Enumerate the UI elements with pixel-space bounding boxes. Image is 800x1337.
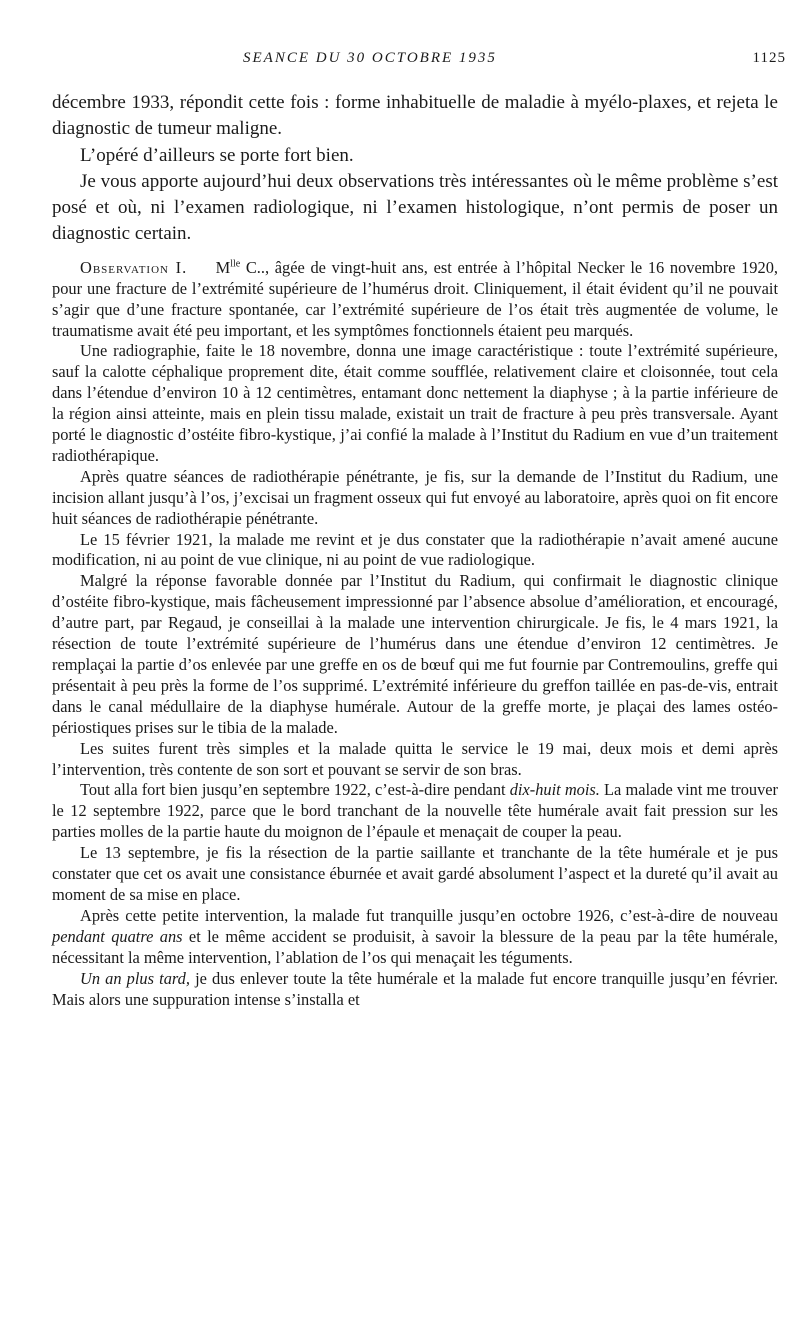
- observation-text: C.., âgée de vingt-huit ans, est entrée à l’hôpital Necker le 16 novembre 1920, pour une fracture de l’extrémité supérieure de l’humérus droit. Cliniquement, il était évident qu’il ne pouvait s’agir que d’une fracture spontanée, car l’extrémité supérieure de l’os était très augmentée de volume, le traumatisme avait été peu important, et les symptômes fonctionnels étaient peu marqués.: [52, 257, 778, 340]
- patient-title: M: [215, 257, 231, 277]
- paragraph-september-1922: [52, 780, 778, 843]
- running-title: SEANCE DU 30 OCTOBRE 1935: [243, 50, 497, 66]
- text-segment: et le même accident se produisit, à savoir la blessure de la peau par la tête humérale, nécessitant la même intervention, l’ablation de l’os qui menaçait les téguments.: [52, 926, 778, 967]
- paragraph-return: Le 15 février 1921, la malade me revint et je dus constater que la radiothérapie n’avait amené aucune modification, ni au point de vue clinique, ni au point de vue radiologique.: [52, 529, 778, 570]
- body-text: [52, 90, 778, 1010]
- page-number: 1125: [752, 50, 786, 66]
- observation-label: Observation I.: [80, 257, 188, 277]
- running-header: [0, 50, 800, 72]
- text-segment: je dus enlever toute la tête humérale et la malade fut encore tranquille jusqu’en février. Mais alors une suppuration intense s’installa et: [52, 968, 779, 1009]
- paragraph-october-1926: [52, 906, 778, 969]
- emphasis-segment: dix-huit mois.: [509, 780, 600, 800]
- paragraph-recovery: Les suites furent très simples et la malade quitta le service le 19 mai, deux mois et demi après l’intervention, très contente de son sort et pouvant se servir de son bras.: [52, 738, 778, 779]
- patient-title-superscript: lle: [230, 258, 241, 270]
- paragraph-surgery: Malgré la réponse favorable donnée par l’Institut du Radium, qui confirmait le diagnostic clinique d’ostéite fibro-kystique, mais fâcheusement impressionné par l’absence absolue d’amélioration, et encouragé, d’autre part, par Regaud, je conseillai à la malade une intervention chirurgicale. Je fis, le 4 mars 1921, la résection de toute l’extrémité supérieure de l’humérus dans une étendue d’environ 12 centimètres. Je remplaçai la partie d’os enlevée par une greffe en os de bœuf qui me fut fournie par Contremoulins, greffe qui présentait à peu près la forme de l’os supprimé. L’extrémité inférieure du greffon taillée en pas-de-vis, entrait dans le canal médullaire de la diaphyse humérale. Autour de la greffe morte, je plaçai des lames ostéo-périostiques prises sur le tibia de la malade.: [52, 571, 778, 737]
- paragraph-patient-status: L’opéré d’ailleurs se porte fort bien.: [80, 144, 354, 166]
- paragraph-resection: Le 13 septembre, je fis la résection de la partie saillante et tranchante de la tête humérale et je pus constater que cet os avait une consistance éburnée et avait gardé absolument l’aspect et la dureté qu’il avait au moment de sa mise en place.: [52, 843, 778, 904]
- text-segment: La malade vint me trouver le 12 septembre 1922, parce que le bord tranchant de la nouvelle tête humérale avait fait pression sur les parties molles de la partie haute du moignon de l’épaule et menaçait de couper la peau.: [52, 780, 779, 842]
- paragraph-radiotherapy: Après quatre séances de radiothérapie pénétrante, je fis, sur la demande de l’Institut du Radium, une incision allant jusqu’à l’os, j’excisai un fragment osseux qui fut envoyé au laboratoire, après quoi on fit encore huit séances de radiothérapie pénétrante.: [52, 466, 778, 528]
- paragraph-radiography: Une radiographie, faite le 18 novembre, donna une image caractéristique : toute l’extrémité supérieure, sauf la calotte céphalique proprement dite, était comme soufflée, relativement claire et cloisonnée, tout cela dans l’étendue d’environ 10 à 12 centimètres, entamant donc nettement la diaphyse ; à la partie inférieure de la région ainsi atteinte, mais en plein tissu malade, existait un trait de fracture à peu près transversale. Ayant porté le diagnostic d’ostéite fibro-kystique, j’ai confié la malade à l’Institut du Radium en vue d’un traitement radiothérapique.: [52, 341, 778, 465]
- emphasis-segment: Un an plus tard,: [80, 968, 190, 988]
- text-segment: Tout alla fort bien jusqu’en septembre 1922, c’est-à-dire pendant: [80, 780, 510, 800]
- paragraph-introduction: Je vous apporte aujourd’hui deux observations très intéressantes où le même problème s’est posé et où, ni l’examen radiologique, ni l’examen histologique, n’ont permis de poser un diagnostic certain.: [52, 170, 778, 245]
- paragraph-continuation: décembre 1933, répondit cette fois : forme inhabituelle de maladie à myélo-plaxes, et rejeta le diagnostic de tumeur maligne.: [52, 92, 778, 140]
- emphasis-segment: pendant quatre ans: [52, 926, 183, 946]
- paragraph-observation-1: [52, 258, 778, 342]
- text-segment: Après cette petite intervention, la malade fut tranquille jusqu’en octobre 1926, c’est-à-dire de nouveau: [80, 905, 778, 925]
- paragraph-one-year-later: [52, 969, 778, 1011]
